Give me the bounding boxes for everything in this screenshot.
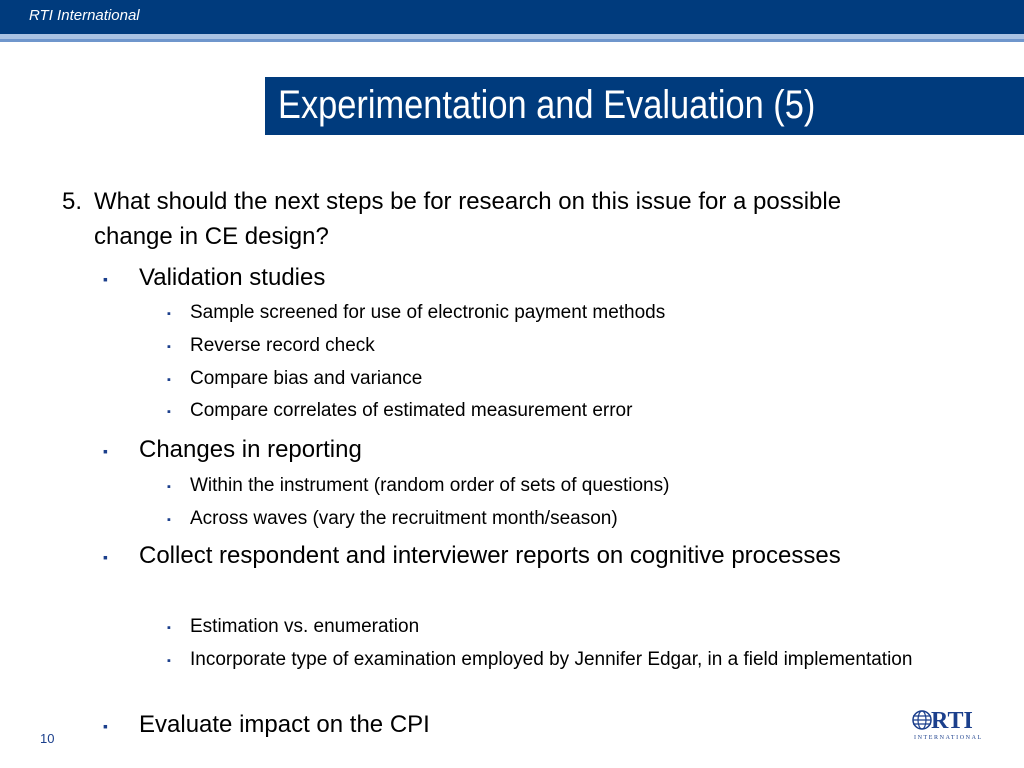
- list-item: [103, 539, 863, 572]
- bullet-icon: ▪: [103, 271, 108, 287]
- sub-list-item: [167, 647, 927, 673]
- list-item-label: Evaluate impact on the CPI: [139, 711, 430, 738]
- bullet-icon: ▪: [167, 481, 171, 493]
- sub-list-item-label: Within the instrument (random order of sets of questions): [190, 475, 670, 496]
- sub-list-item-label: Compare correlates of estimated measurement error: [190, 400, 633, 421]
- list-item-label: Changes in reporting: [139, 436, 362, 463]
- sub-list-item: [167, 506, 947, 532]
- list-item: [103, 433, 903, 466]
- sub-list-item: [167, 366, 947, 392]
- bullet-icon: ▪: [103, 718, 108, 734]
- bullet-icon: ▪: [167, 655, 171, 667]
- list-item: [103, 708, 903, 741]
- bullet-icon: ▪: [103, 549, 108, 565]
- sub-list-item: [167, 300, 947, 326]
- question-number: 5.: [62, 188, 83, 215]
- sub-list-item-label: Incorporate type of examination employed by Jennifer Edgar, in a field implementation: [190, 649, 913, 670]
- sub-list-item-label: Sample screened for use of electronic payment methods: [190, 302, 666, 323]
- bullet-icon: ▪: [167, 514, 171, 526]
- bullet-icon: ▪: [167, 308, 171, 320]
- sub-list-item-label: Reverse record check: [190, 335, 375, 356]
- question-text: What should the next steps be for research on this issue for a possible change in CE design?: [94, 188, 842, 250]
- bullet-icon: ▪: [103, 443, 108, 459]
- org-label: RTI International: [29, 7, 140, 24]
- logo-wordmark: RTI: [931, 708, 973, 734]
- rti-logo: [912, 705, 992, 745]
- question: [62, 184, 922, 254]
- list-item: [103, 261, 903, 294]
- sub-list-item-label: Across waves (vary the recruitment month/season): [190, 508, 618, 529]
- bullet-icon: ▪: [167, 622, 171, 634]
- globe-icon: [913, 711, 931, 729]
- sub-list-item-label: Compare bias and variance: [190, 368, 423, 389]
- slide-title: Experimentation and Evaluation (5): [278, 83, 816, 127]
- bullet-icon: ▪: [167, 341, 171, 353]
- page-number: 10: [40, 731, 55, 746]
- sub-list-item: [167, 473, 947, 499]
- bullet-icon: ▪: [167, 406, 171, 418]
- list-item-label: Collect respondent and interviewer reports on cognitive processes: [139, 542, 841, 569]
- sub-list-item: [167, 614, 947, 640]
- sub-list-item-label: Estimation vs. enumeration: [190, 616, 420, 637]
- list-item-label: Validation studies: [139, 264, 326, 291]
- sub-list-item: [167, 398, 947, 424]
- sub-list-item: [167, 333, 947, 359]
- bullet-icon: ▪: [167, 374, 171, 386]
- logo-subtext: INTERNATIONAL: [914, 735, 983, 741]
